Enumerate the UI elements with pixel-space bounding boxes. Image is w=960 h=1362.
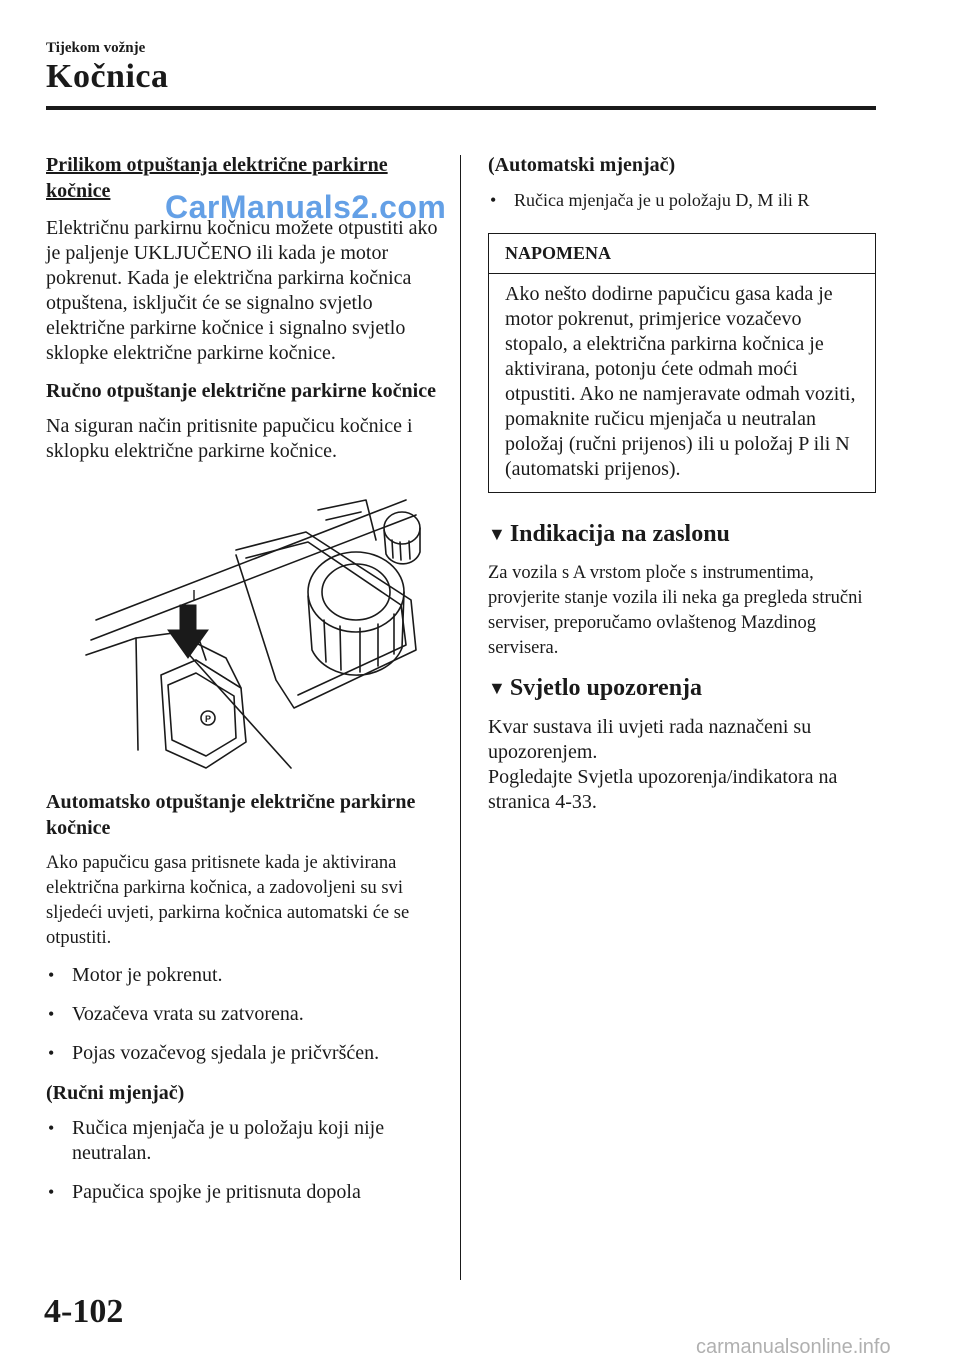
list-item: • Vozačeva vrata su zatvorena. (48, 1003, 304, 1025)
list-item: • Pojas vozačevog sjedala je pričvršćen. (48, 1042, 380, 1064)
section-body-manual-release: Na siguran način pritisnite papučicu kočnice i sklopku električne parkirne kočnice. (46, 415, 413, 462)
section-heading-warning-light: ▼ Svjetlo upozorenja (488, 675, 703, 701)
small-knob (384, 512, 420, 544)
bullet-icon: • (48, 1004, 55, 1024)
list-item: • Ručica mjenjača je u položaju koji nije neutralan. (48, 1117, 385, 1164)
section-body-release: Električnu parkirnu kočnicu možete otpustiti ako je paljenje UKLJUČENO ili kada je motor pokrenut. Kada je električna parkirna kočnica otpuštena, isključit će se signalno svjetlo električne parkirne kočnice i signalno svjetlo sklopke električne parkirne kočnice. (46, 217, 438, 364)
bullet-icon: • (48, 1043, 55, 1063)
bullet-icon: • (48, 1118, 55, 1138)
subheading-automatic-transmission: (Automatski mjenjač) (488, 154, 676, 176)
list-item: • Motor je pokrenut. (48, 964, 223, 986)
section-body-warning-light: Kvar sustava ili uvjeti rada naznačeni su upozorenjem. Pogledajte Svjetla upozorenja/indikatora na stranica 4-33. (488, 716, 838, 813)
breadcrumb: Tijekom vožnje (46, 40, 146, 56)
note-box (488, 233, 876, 493)
console-left-edge (176, 640, 291, 768)
parking-brake-switch-illustration (76, 480, 446, 770)
commander-knob-inner (322, 564, 390, 620)
list-item: • Ručica mjenjača je u položaju D, M ili R (488, 188, 876, 213)
parking-brake-switch (161, 660, 246, 768)
left-column (46, 152, 438, 1219)
triangle-down-icon: ▼ (488, 678, 506, 698)
subheading-manual-transmission: (Ručni mjenjač) (46, 1082, 185, 1104)
section-heading-auto-release: Automatsko otpuštanje električne parkirne kočnice (46, 791, 416, 839)
watermark-footer: carmanualsonline.info (696, 1336, 891, 1358)
dial-panel-inner (246, 542, 406, 695)
console-edge-line (91, 515, 416, 640)
watermark-logo: CarManuals2.com (165, 189, 447, 225)
section-body-auto-release: Ako papučicu gasa pritisnete kada je aktivirana električna parkirna kočnica, a zadovoljeni su svi sljedeći uvjeti, parkirna kočnica automatski će se otpustiti. (46, 853, 410, 948)
bullet-icon: • (490, 190, 497, 210)
section-body-display: Za vozila s A vrstom ploče s instrumentima, provjerite stanje vozila ili neka ga pregleda stručni serviser, preporučamo ovlaštenog Mazdinog servisera. (488, 563, 863, 658)
small-knob-body (384, 528, 420, 564)
section-heading-release: Prilikom otpuštanja električne parkirne kočnice (46, 154, 388, 202)
bullet-icon: • (48, 965, 55, 985)
column-divider (460, 155, 461, 1280)
switch-lip (194, 642, 241, 688)
right-column (488, 152, 876, 827)
section-heading-display: ▼ Indikacija na zaslonu (488, 521, 730, 547)
commander-knob-ribs (324, 614, 394, 672)
bullet-icon: • (48, 1182, 55, 1202)
console-left-edge (86, 638, 138, 750)
note-title: NAPOMENA (489, 234, 875, 274)
parking-brake-p-letter: P (204, 714, 212, 724)
section-heading-manual-release: Ručno otpuštanje električne parkirne kočnice (46, 380, 436, 402)
note-body: Ako nešto dodirne papučicu gasa kada je motor pokrenut, primjerice vozačevo stopalo, a električna parkirna kočnica je aktivirana, potonju ćete odmah moći otpustiti. Ako ne namjeravate odmah voziti, pomaknite ručicu mjenjača u neutralan položaj (ručni prijenos) ili u položaj P ili N (automatski prijenos). (505, 283, 856, 480)
list-item: • Papučica spojke je pritisnuta dopola (48, 1181, 361, 1203)
header-rule (46, 106, 876, 110)
triangle-down-icon: ▼ (488, 524, 506, 544)
page-title: Kočnica (46, 58, 169, 95)
page-number: 4-102 (44, 1293, 124, 1330)
